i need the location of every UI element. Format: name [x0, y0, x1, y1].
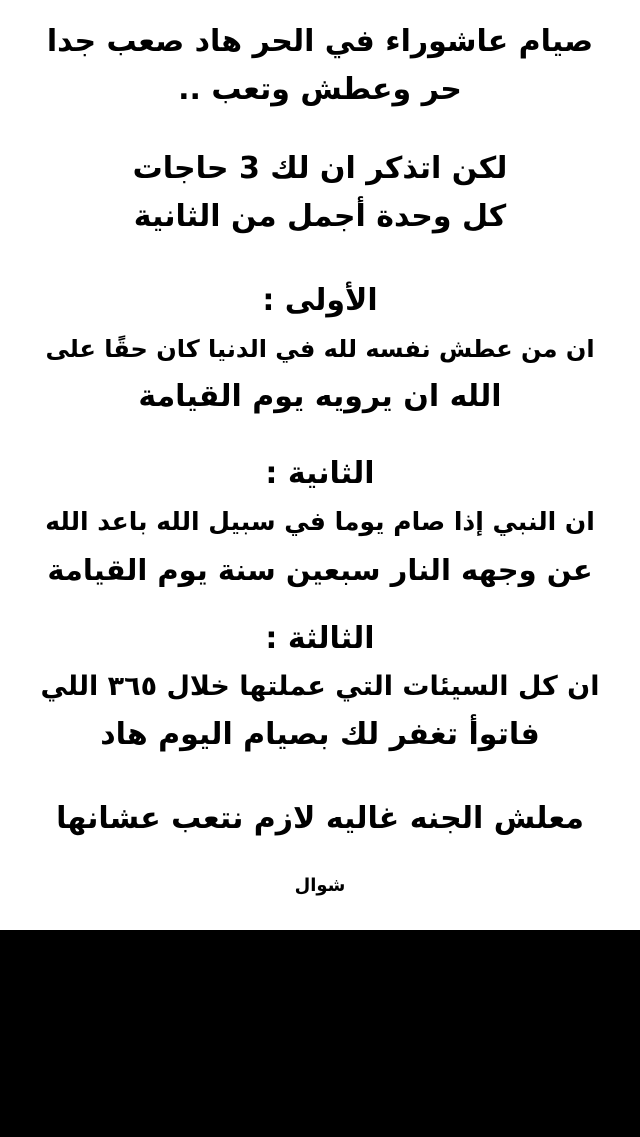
intro-line-2: حر وعطش وتعب .. [178, 72, 462, 107]
third-heading: الثالثة : [265, 621, 375, 656]
third-line-1: ان كل السيئات التي عملتها خلال ٣٦٥ اللي [40, 671, 600, 702]
first-line-1: ان من عطش نفسه لله في الدنيا كان حقًا على [45, 335, 595, 363]
reminder-line-2: كل وحدة أجمل من الثانية [133, 199, 507, 234]
third-point [40, 615, 600, 759]
second-line-2: عن وجهه النار سبعين سنة يوم القيامة [47, 553, 593, 587]
first-heading: الأولى : [262, 283, 378, 318]
second-line-1: ان النبي إذا صام يوما في سبيل الله باعد الله [45, 507, 595, 536]
closing-line-1: معلش الجنه غاليه لازم نتعب عشانها [56, 801, 584, 836]
intro-line-1: صيام عاشوراء في الحر هاد صعب جدا [46, 24, 594, 59]
second-heading: الثانية : [265, 456, 375, 491]
signature: شوال [294, 875, 346, 896]
second-point [40, 450, 600, 594]
closing-paragraph [40, 795, 600, 843]
first-line-2: الله ان يرويه يوم القيامة [138, 379, 502, 414]
intro-paragraph [40, 18, 600, 114]
first-point [40, 277, 600, 421]
reminder-line-1: لكن اتذكر ان لك 3 حاجات [132, 151, 508, 186]
third-line-2: فاتوأ تغفر لك بصيام اليوم هاد [100, 717, 540, 752]
reminder-paragraph [40, 145, 600, 241]
